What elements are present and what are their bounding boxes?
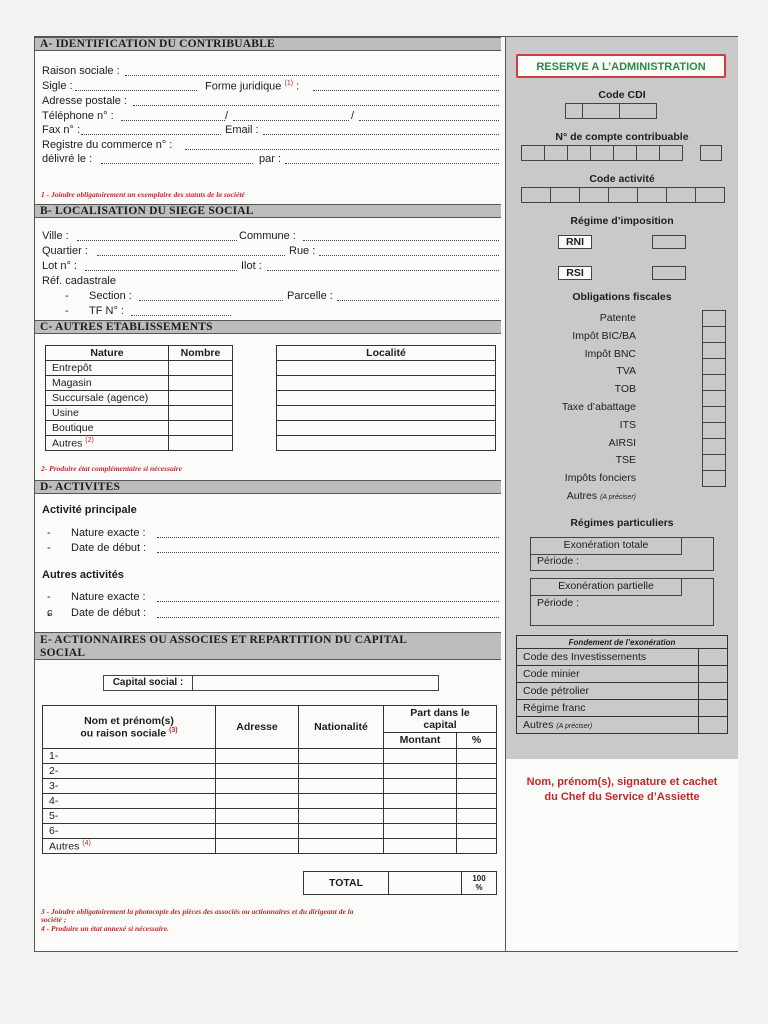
quartier-field[interactable] bbox=[97, 255, 285, 256]
exo-totale-box bbox=[530, 537, 714, 571]
compte-cells[interactable] bbox=[522, 145, 683, 161]
cell[interactable] bbox=[216, 839, 299, 854]
compte-key-cell[interactable] bbox=[701, 145, 722, 161]
autres-footnote-ref: (4) bbox=[82, 839, 91, 847]
note-4: 4 - Produire un état annexé si nécessaire. bbox=[41, 924, 169, 933]
obligation-item: TOB bbox=[614, 383, 636, 396]
actionnaires-table bbox=[42, 705, 497, 854]
cell[interactable] bbox=[457, 764, 497, 779]
nombre-cell[interactable] bbox=[169, 406, 233, 421]
registre-field[interactable] bbox=[185, 149, 499, 150]
code-investissements: Code des Investissements bbox=[517, 649, 699, 666]
etablissements-table bbox=[45, 345, 233, 451]
obligation-item: Impôt BNC bbox=[584, 347, 636, 360]
table-row bbox=[517, 666, 728, 683]
chef-line1: Nom, prénom(s), signature et cachet bbox=[526, 776, 718, 788]
cell[interactable] bbox=[457, 809, 497, 824]
row-label: 5- bbox=[43, 809, 216, 824]
ref-cadastrale-label: Réf. cadastrale bbox=[42, 275, 116, 287]
row-boutique: Boutique bbox=[46, 421, 169, 436]
ville-field[interactable] bbox=[77, 240, 237, 241]
total-pct bbox=[462, 872, 497, 895]
localite-cell[interactable] bbox=[277, 436, 496, 451]
cell[interactable] bbox=[384, 809, 457, 824]
exo-partielle-periode: Période : bbox=[537, 597, 580, 609]
table-row bbox=[46, 391, 233, 406]
localite-cell[interactable] bbox=[277, 406, 496, 421]
cell[interactable] bbox=[384, 794, 457, 809]
section-c-header: C- AUTRES ETABLISSEMENTS bbox=[35, 320, 501, 334]
cell[interactable] bbox=[299, 839, 384, 854]
parcelle-field[interactable] bbox=[337, 300, 499, 301]
quartier-label: Quartier : bbox=[42, 245, 88, 257]
row-label: 6- bbox=[43, 824, 216, 839]
forme-juridique-field[interactable] bbox=[313, 90, 499, 91]
admin-title: RESERVE A L’ADMINISTRATION bbox=[516, 54, 726, 78]
row-autres bbox=[43, 839, 216, 854]
sigle-field[interactable] bbox=[75, 90, 197, 91]
col-part-line1: Part dans le bbox=[410, 706, 470, 719]
col-nom bbox=[43, 706, 216, 749]
exo-partielle-box bbox=[530, 578, 714, 626]
raison-sociale-field[interactable] bbox=[125, 75, 499, 76]
code-activite-cells[interactable] bbox=[522, 187, 725, 203]
obligation-item: TVA bbox=[616, 365, 636, 378]
section-b-header: B- LOCALISATION DU SIEGE SOCIAL bbox=[35, 204, 501, 218]
telephone-field-2[interactable] bbox=[233, 120, 349, 121]
fax-label: Fax n° : bbox=[42, 124, 81, 136]
cell[interactable] bbox=[299, 764, 384, 779]
cell[interactable] bbox=[384, 749, 457, 764]
row-label: 4- bbox=[43, 794, 216, 809]
obligations-label: Obligations fiscales bbox=[572, 291, 672, 303]
col-pct: % bbox=[457, 732, 497, 748]
col-adresse: Adresse bbox=[216, 706, 299, 749]
telephone-slash-1: / bbox=[225, 110, 229, 122]
exo-partielle-label: Exonération partielle bbox=[531, 579, 682, 596]
row-entrepot: Entrepôt bbox=[46, 361, 169, 376]
section-field[interactable] bbox=[139, 300, 283, 301]
localite-cell[interactable] bbox=[277, 391, 496, 406]
row-usine: Usine bbox=[46, 406, 169, 421]
cell[interactable] bbox=[216, 794, 299, 809]
capital-social-label: Capital social : bbox=[104, 676, 193, 690]
chef-line2: du Chef du Service d’Assiette bbox=[544, 791, 700, 803]
date-debut-label-2: Date de début : bbox=[71, 607, 147, 619]
tf-field[interactable] bbox=[131, 315, 231, 316]
nature-bullet-2: - bbox=[47, 591, 51, 603]
commune-field[interactable] bbox=[303, 240, 499, 241]
nombre-cell[interactable] bbox=[169, 421, 233, 436]
nature-exacte-field-2[interactable] bbox=[157, 601, 499, 602]
obligation-autres-label: Autres bbox=[566, 490, 598, 502]
exo-totale-label: Exonération totale bbox=[531, 538, 682, 555]
section-a-header: A- IDENTIFICATION DU CONTRIBUABLE bbox=[35, 37, 501, 51]
code-checkbox[interactable] bbox=[699, 666, 728, 683]
date-bullet-2: ɕ bbox=[47, 607, 53, 619]
tf-bullet: - bbox=[65, 305, 69, 317]
obligations-checkbox-column[interactable] bbox=[702, 311, 726, 487]
section-label: Section : bbox=[89, 290, 132, 302]
section-d-header: D- ACTIVITES bbox=[35, 480, 501, 494]
registre-label: Registre du commerce n° : bbox=[42, 139, 173, 151]
telephone-field-3[interactable] bbox=[359, 120, 499, 121]
capital-social-row bbox=[103, 675, 439, 691]
code-cdi-label: Code CDI bbox=[598, 89, 646, 101]
table-row bbox=[46, 376, 233, 391]
obligation-item: TSE bbox=[615, 454, 636, 467]
autres-label: Autres bbox=[52, 437, 83, 450]
note-3-cont: société ; bbox=[41, 915, 67, 924]
adresse-postale-field[interactable] bbox=[133, 105, 499, 106]
code-checkbox[interactable] bbox=[699, 683, 728, 700]
code-checkbox[interactable] bbox=[699, 700, 728, 717]
nature-exacte-label-1: Nature exacte : bbox=[71, 527, 146, 539]
code-activite-label: Code activité bbox=[589, 173, 655, 185]
col-nature: Nature bbox=[46, 346, 169, 361]
table-row bbox=[43, 764, 497, 779]
sigle-label: Sigle : bbox=[42, 80, 73, 92]
col-montant: Montant bbox=[384, 732, 457, 748]
regime-franc: Régime franc bbox=[517, 700, 699, 717]
signature-area[interactable] bbox=[505, 759, 738, 951]
total-pct-sign: % bbox=[475, 883, 483, 892]
obligation-item: Impôts fonciers bbox=[564, 472, 636, 485]
localite-cell[interactable] bbox=[277, 361, 496, 376]
cell[interactable] bbox=[457, 749, 497, 764]
col-nom-line1: Nom et prénom(s) bbox=[84, 714, 174, 727]
localite-table bbox=[276, 345, 496, 451]
fondement-table bbox=[516, 635, 728, 734]
cell[interactable] bbox=[216, 809, 299, 824]
adresse-postale-label: Adresse postale : bbox=[42, 95, 127, 107]
cell[interactable] bbox=[457, 779, 497, 794]
obligation-item: Patente bbox=[599, 312, 636, 324]
rue-label: Rue : bbox=[289, 245, 316, 257]
table-row bbox=[43, 809, 497, 824]
nature-bullet-1: - bbox=[47, 527, 51, 539]
par-field[interactable] bbox=[285, 163, 499, 164]
fax-field[interactable] bbox=[81, 134, 221, 135]
compte-label: N° de compte contribuable bbox=[555, 131, 689, 143]
cell[interactable] bbox=[216, 749, 299, 764]
nombre-cell[interactable] bbox=[169, 361, 233, 376]
email-label: Email : bbox=[225, 124, 259, 136]
cell[interactable] bbox=[216, 824, 299, 839]
rni-checkbox[interactable] bbox=[652, 235, 686, 249]
ville-label: Ville : bbox=[42, 230, 69, 242]
row-label: 1- bbox=[43, 749, 216, 764]
exo-partielle-checkbox[interactable] bbox=[681, 579, 713, 595]
regimes-particuliers-label: Régimes particuliers bbox=[570, 517, 674, 529]
table-row bbox=[43, 794, 497, 809]
email-field[interactable] bbox=[263, 134, 499, 135]
code-checkbox[interactable] bbox=[699, 649, 728, 666]
table-row bbox=[46, 406, 233, 421]
nombre-cell[interactable] bbox=[169, 376, 233, 391]
left-column bbox=[35, 37, 505, 951]
delivre-label: délivré le : bbox=[42, 153, 93, 165]
total-montant[interactable] bbox=[389, 872, 462, 895]
obligation-autres bbox=[506, 490, 636, 502]
nombre-cell[interactable] bbox=[169, 391, 233, 406]
total-pct-value: 100 bbox=[472, 874, 486, 883]
cell[interactable] bbox=[457, 794, 497, 809]
row-magasin: Magasin bbox=[46, 376, 169, 391]
note-3: 3 - Joindre obligatoirement la photocopie des pièces des associés ou actionnaires et du dirigeant de la bbox=[41, 907, 354, 916]
table-row bbox=[46, 436, 233, 451]
nature-exacte-label-2: Nature exacte : bbox=[71, 591, 146, 603]
obligation-item: Taxe d’abattage bbox=[561, 401, 636, 413]
date-bullet-1: - bbox=[47, 542, 51, 554]
rni-label: RNI bbox=[558, 235, 592, 249]
date-debut-field-1[interactable] bbox=[157, 552, 499, 553]
table-row bbox=[517, 683, 728, 700]
exo-totale-checkbox[interactable] bbox=[681, 538, 713, 554]
section-e-title-line1: E- ACTIONNAIRES OU ASSOCIES ET REPARTITION DU CAPITAL bbox=[40, 634, 408, 646]
note-1: 1 - Joindre obligatoirement un exemplaire des statuts de la société bbox=[41, 190, 245, 199]
code-cdi-cells[interactable] bbox=[566, 103, 657, 119]
table-row bbox=[46, 421, 233, 436]
cell[interactable] bbox=[299, 824, 384, 839]
delivre-field[interactable] bbox=[101, 163, 253, 164]
cell[interactable] bbox=[384, 824, 457, 839]
code-autres bbox=[517, 717, 699, 734]
cell[interactable] bbox=[384, 764, 457, 779]
col-localite: Localité bbox=[277, 346, 496, 361]
nature-exacte-field-1[interactable] bbox=[157, 537, 499, 538]
code-checkbox[interactable] bbox=[699, 717, 728, 734]
total-label: TOTAL bbox=[304, 872, 389, 895]
regime-label: Régime d’imposition bbox=[570, 215, 674, 227]
par-label: par : bbox=[259, 153, 282, 165]
forme-colon: : bbox=[296, 80, 300, 93]
table-row bbox=[517, 717, 728, 734]
raison-sociale-label: Raison sociale : bbox=[42, 65, 120, 77]
telephone-label: Téléphone n° : bbox=[42, 110, 114, 122]
chef-signature-label bbox=[506, 775, 738, 805]
cell[interactable] bbox=[384, 779, 457, 794]
row-label: 3- bbox=[43, 779, 216, 794]
commune-label: Commune : bbox=[239, 230, 296, 242]
cell[interactable] bbox=[299, 779, 384, 794]
capital-social-field[interactable] bbox=[193, 676, 438, 690]
col-nationalite: Nationalité bbox=[299, 706, 384, 749]
row-succursale: Succursale (agence) bbox=[46, 391, 169, 406]
section-e-header bbox=[35, 632, 501, 660]
autres-label: Autres bbox=[49, 840, 80, 853]
activite-principale-label: Activité principale bbox=[42, 504, 137, 516]
cell[interactable] bbox=[457, 839, 497, 854]
tax-registration-form bbox=[34, 36, 738, 952]
forme-footnote-ref: (1) bbox=[284, 80, 294, 87]
code-autres-note: (A préciser) bbox=[556, 723, 593, 730]
code-autres-label: Autres bbox=[523, 719, 554, 731]
cell[interactable] bbox=[299, 809, 384, 824]
nom-footnote-ref: (3) bbox=[169, 726, 178, 734]
obligation-item: AIRSI bbox=[608, 436, 636, 449]
row-autres bbox=[46, 436, 169, 451]
total-row bbox=[303, 871, 497, 895]
lot-label: Lot n° : bbox=[42, 260, 77, 272]
obligation-item: ITS bbox=[619, 418, 636, 431]
cell[interactable] bbox=[384, 839, 457, 854]
tf-label: TF N° : bbox=[89, 305, 124, 317]
table-row bbox=[517, 700, 728, 717]
code-minier: Code minier bbox=[517, 666, 699, 683]
table-row bbox=[43, 839, 497, 854]
obligation-item: Impôt BIC/BA bbox=[572, 329, 636, 342]
section-e-title-line2: SOCIAL bbox=[40, 647, 86, 659]
col-part-capital bbox=[384, 706, 497, 733]
table-row bbox=[517, 649, 728, 666]
localite-cell[interactable] bbox=[277, 376, 496, 391]
nombre-cell[interactable] bbox=[169, 436, 233, 451]
ilot-field[interactable] bbox=[267, 270, 499, 271]
table-row bbox=[43, 779, 497, 794]
table-row bbox=[46, 361, 233, 376]
rsi-label: RSI bbox=[558, 266, 592, 280]
row-label: 2- bbox=[43, 764, 216, 779]
lot-field[interactable] bbox=[85, 270, 237, 271]
date-debut-label-1: Date de début : bbox=[71, 542, 147, 554]
rsi-checkbox[interactable] bbox=[652, 266, 686, 280]
rue-field[interactable] bbox=[319, 255, 499, 256]
table-row bbox=[43, 824, 497, 839]
col-nom-line2: ou raison sociale bbox=[80, 727, 167, 740]
cell[interactable] bbox=[216, 779, 299, 794]
telephone-slash-2: / bbox=[351, 110, 355, 122]
fondement-header: Fondement de l’exonération bbox=[517, 636, 728, 649]
cell[interactable] bbox=[299, 794, 384, 809]
autres-footnote-ref: (2) bbox=[85, 436, 94, 444]
obligation-autres-note: (A préciser) bbox=[600, 494, 636, 501]
col-part-line2: capital bbox=[423, 718, 457, 731]
cell[interactable] bbox=[299, 749, 384, 764]
forme-juridique-label: Forme juridique bbox=[205, 80, 282, 93]
admin-panel bbox=[505, 37, 738, 759]
autres-activites-label: Autres activités bbox=[42, 569, 124, 581]
col-nombre: Nombre bbox=[169, 346, 233, 361]
telephone-field-1[interactable] bbox=[121, 120, 225, 121]
note-2: 2- Produire état complémentaire si nécessaire bbox=[41, 464, 183, 473]
exo-totale-periode: Période : bbox=[537, 555, 580, 567]
cell[interactable] bbox=[216, 764, 299, 779]
code-petrolier: Code pétrolier bbox=[517, 683, 699, 700]
parcelle-label: Parcelle : bbox=[287, 290, 333, 302]
cell[interactable] bbox=[457, 824, 497, 839]
table-row bbox=[43, 749, 497, 764]
section-bullet: - bbox=[65, 290, 69, 302]
localite-cell[interactable] bbox=[277, 421, 496, 436]
ilot-label: Ilot : bbox=[241, 260, 262, 272]
date-debut-field-2[interactable] bbox=[157, 617, 499, 618]
